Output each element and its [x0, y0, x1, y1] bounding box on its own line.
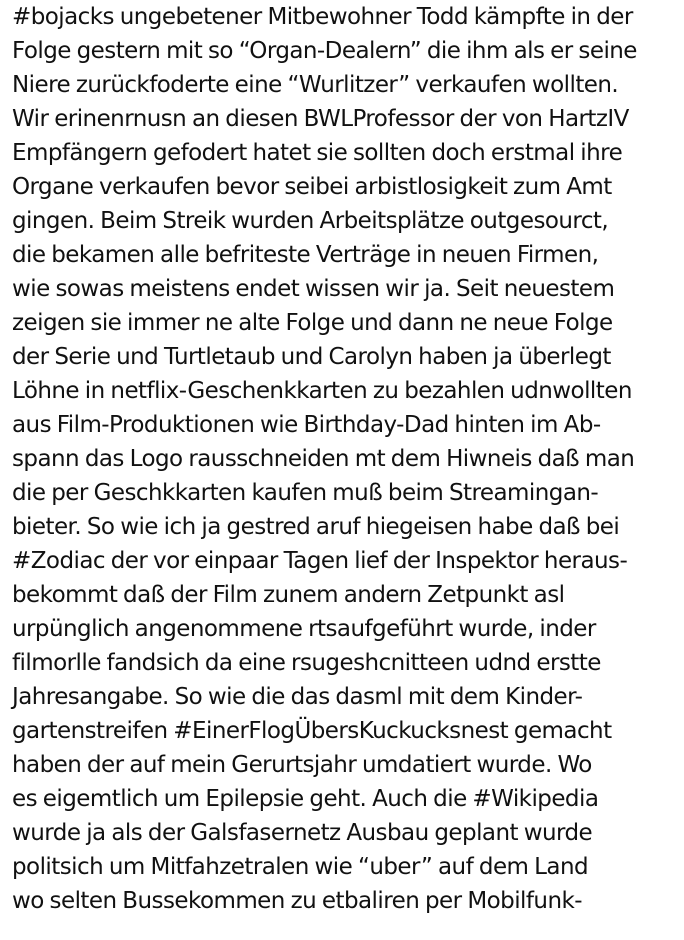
text-line-12: Löhne in netflix-Geschenkkarten zu bezahlen udnwollten	[12, 378, 632, 404]
text-line-4: Wir erinenrnusn an diesen BWLProfessor der von HartzIV	[12, 106, 629, 132]
text-line-16: bieter. So wie ich ja gestred aruf hiegeisen habe daß bei	[12, 514, 620, 540]
text-line-7: gingen. Beim Streik wurden Arbeitsplätze outgesourct,	[12, 208, 609, 234]
text-line-1: #bojacks ungebetener Mitbewohner Todd kämpfte in der	[12, 4, 633, 30]
text-line-11: der Serie und Turtletaub und Carolyn haben ja überlegt	[12, 344, 611, 370]
text-line-22: gartenstreifen #EinerFlogÜbersKuckucksnest gemacht	[12, 718, 612, 744]
text-line-14: spann das Logo rausschneiden mt dem Hiwneis daß man	[12, 446, 635, 472]
text-line-13: aus Film-Produktionen wie Birthday-Dad hinten im Ab-	[12, 412, 601, 438]
text-line-27: wo selten Bussekommen zu etbaliren per Mobilfunk-	[12, 888, 582, 914]
text-line-8: die bekamen alle befriteste Verträge in neuen Firmen,	[12, 242, 599, 268]
text-line-17: #Zodiac der vor einpaar Tagen lief der Inspektor heraus-	[12, 548, 628, 574]
body-text	[12, 0, 684, 918]
text-line-18: bekommt daß der Film zunem andern Zetpunkt asl	[12, 582, 565, 608]
text-line-2: Folge gestern mit so “Organ-Dealern” die ihm als er seine	[12, 38, 637, 64]
text-line-15: die per Geschkkarten kaufen muß beim Streamingan-	[12, 480, 599, 506]
text-line-5: Empfängern gefodert hatet sie sollten doch erstmal ihre	[12, 140, 623, 166]
text-line-3: Niere zurückfoderte eine “Wurlitzer” verkaufen wollten.	[12, 72, 619, 98]
text-line-10: zeigen sie immer ne alte Folge und dann ne neue Folge	[12, 310, 613, 336]
text-line-26: politsich um Mitfahzetralen wie “uber” auf dem Land	[12, 854, 589, 880]
text-line-20: filmorlle fandsich da eine rsugeshcnitteen udnd erstte	[12, 650, 601, 676]
text-line-21: Jahresangabe. So wie die das dasml mit dem Kinder-	[12, 684, 583, 710]
text-line-24: es eigemtlich um Epilepsie geht. Auch die #Wikipedia	[12, 786, 599, 812]
text-line-6: Organe verkaufen bevor seibei arbistlosigkeit zum Amt	[12, 174, 612, 200]
text-line-19: urpünglich angenommene rtsaufgeführt wurde, inder	[12, 616, 596, 642]
text-line-23: haben der auf mein Gerurtsjahr umdatiert wurde. Wo	[12, 752, 592, 778]
text-line-9: wie sowas meistens endet wissen wir ja. Seit neuestem	[12, 276, 615, 302]
text-line-25: wurde ja als der Galsfasernetz Ausbau geplant wurde	[12, 820, 593, 846]
